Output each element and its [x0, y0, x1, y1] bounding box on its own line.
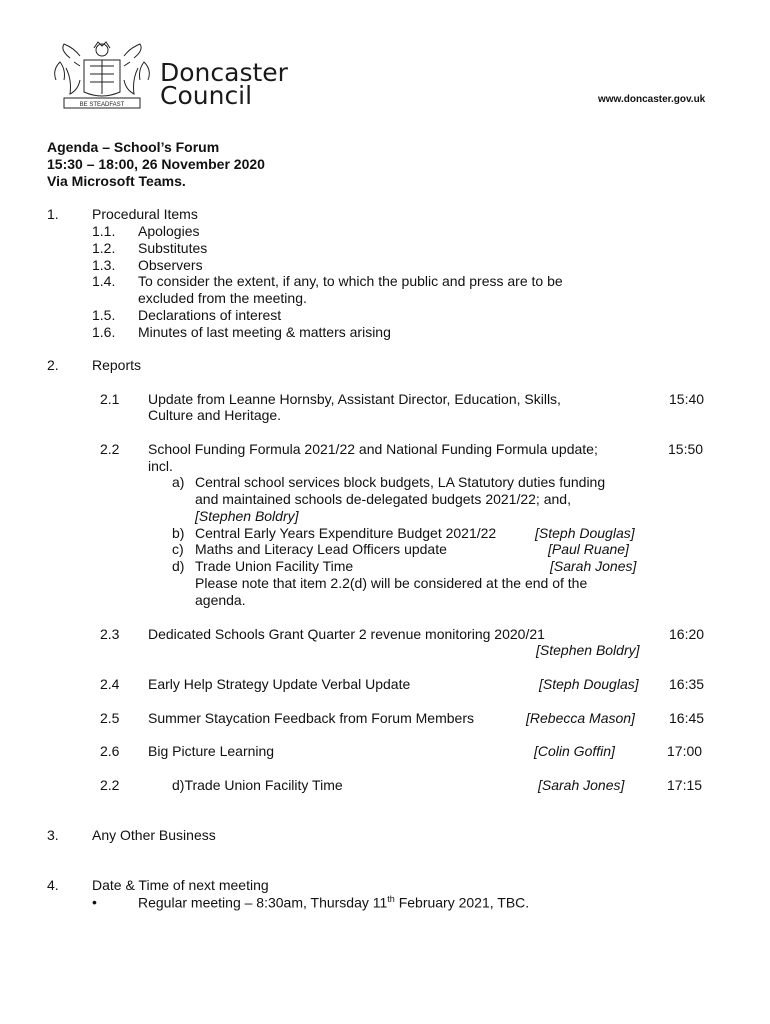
- subitem-letter: b): [172, 525, 185, 541]
- report-time: 16:20: [669, 626, 705, 642]
- report-presenter: [Steph Douglas]: [539, 676, 639, 692]
- bullet-icon: •: [92, 894, 97, 910]
- subitem-presenter: [Steph Douglas]: [535, 525, 635, 541]
- subitem-presenter: [Stephen Boldry]: [195, 508, 299, 524]
- report-time: 17:00: [667, 743, 703, 759]
- section-number: 4.: [47, 877, 59, 893]
- item-text: To consider the extent, if any, to which the public and press are to be: [138, 273, 563, 289]
- item-number: 1.2.: [92, 240, 116, 256]
- section-title: Reports: [92, 357, 142, 373]
- report-number: 2.2: [100, 777, 120, 793]
- report-number: 2.5: [100, 710, 120, 726]
- meeting-venue: Via Microsoft Teams.: [47, 173, 186, 189]
- item-number: 1.3.: [92, 257, 116, 273]
- report-text: Big Picture Learning: [148, 743, 275, 759]
- item-text: Minutes of last meeting & matters arising: [138, 324, 391, 340]
- report-text-continued: Culture and Heritage.: [148, 407, 282, 423]
- agenda-note: Please note that item 2.2(d) will be considered at the end of the: [195, 575, 588, 591]
- item-number: 1.4.: [92, 273, 116, 289]
- report-presenter: [Sarah Jones]: [538, 777, 625, 793]
- section-number: 2.: [47, 357, 59, 373]
- report-number: 2.3: [100, 626, 120, 642]
- item-text-continued: excluded from the meeting.: [138, 290, 307, 306]
- report-time: 15:40: [669, 391, 705, 407]
- report-text: Summer Staycation Feedback from Forum Members: [148, 710, 474, 726]
- next-meeting-pre: Regular meeting – 8:30am, Thursday 11: [138, 894, 388, 911]
- item-number: 1.5.: [92, 307, 116, 323]
- report-time: 15:50: [668, 441, 704, 457]
- report-time: 16:45: [669, 710, 705, 726]
- report-text: Dedicated Schools Grant Quarter 2 revenue monitoring 2020/21: [148, 626, 545, 642]
- report-text: d)Trade Union Facility Time: [172, 777, 343, 793]
- report-time: 17:15: [667, 777, 703, 793]
- item-text: Observers: [138, 257, 203, 273]
- subitem-letter: a): [172, 474, 185, 490]
- report-presenter: [Stephen Boldry]: [536, 642, 640, 658]
- report-text: School Funding Formula 2021/22 and National Funding Formula update;: [148, 441, 598, 457]
- agenda-title: Agenda – School’s Forum: [47, 139, 220, 155]
- website-url: www.doncaster.gov.uk: [598, 94, 706, 105]
- report-text: Update from Leanne Hornsby, Assistant Director, Education, Skills,: [148, 391, 561, 407]
- subitem-letter: c): [172, 541, 184, 557]
- section-title: Procedural Items: [92, 206, 198, 222]
- item-text: Apologies: [138, 223, 200, 239]
- meeting-time: 15:30 – 18:00, 26 November 2020: [47, 156, 265, 172]
- subitem-text: Central Early Years Expenditure Budget 2021/22: [195, 525, 497, 541]
- report-presenter: [Rebecca Mason]: [526, 710, 635, 726]
- item-text: Substitutes: [138, 240, 208, 256]
- report-number: 2.4: [100, 676, 120, 692]
- item-number: 1.1.: [92, 223, 116, 239]
- subitem-presenter: [Paul Ruane]: [548, 541, 629, 557]
- report-number: 2.2: [100, 441, 120, 457]
- section-number: 1.: [47, 206, 59, 222]
- council-name-line1: Doncaster: [160, 58, 288, 87]
- council-name-line2: Council: [160, 81, 253, 110]
- ordinal-suffix: th: [387, 894, 395, 904]
- next-meeting-text: [138, 894, 529, 911]
- item-number: 1.6.: [92, 324, 116, 340]
- report-number: 2.1: [100, 391, 120, 407]
- section-title: Date & Time of next meeting: [92, 877, 269, 893]
- section-number: 3.: [47, 827, 59, 843]
- subitem-text: Trade Union Facility Time: [195, 558, 354, 574]
- agenda-note-continued: agenda.: [195, 592, 246, 608]
- council-crest-logo: [50, 40, 154, 112]
- subitem-presenter: [Sarah Jones]: [550, 558, 637, 574]
- section-title: Any Other Business: [92, 827, 216, 843]
- report-time: 16:35: [669, 676, 705, 692]
- report-text: Early Help Strategy Update Verbal Update: [148, 676, 411, 692]
- subitem-letter: d): [172, 558, 185, 574]
- report-presenter: [Colin Goffin]: [534, 743, 615, 759]
- subitem-text: Central school services block budgets, LA Statutory duties funding: [195, 474, 606, 490]
- report-number: 2.6: [100, 743, 120, 759]
- report-text-continued: incl.: [148, 458, 173, 474]
- item-text: Declarations of interest: [138, 307, 282, 323]
- next-meeting-post: February 2021, TBC.: [394, 894, 530, 911]
- subitem-text: Maths and Literacy Lead Officers update: [195, 541, 447, 557]
- crest-motto: BE STEADFAST: [79, 102, 125, 108]
- subitem-text-continued: and maintained schools de-delegated budgets 2021/22; and,: [195, 491, 571, 507]
